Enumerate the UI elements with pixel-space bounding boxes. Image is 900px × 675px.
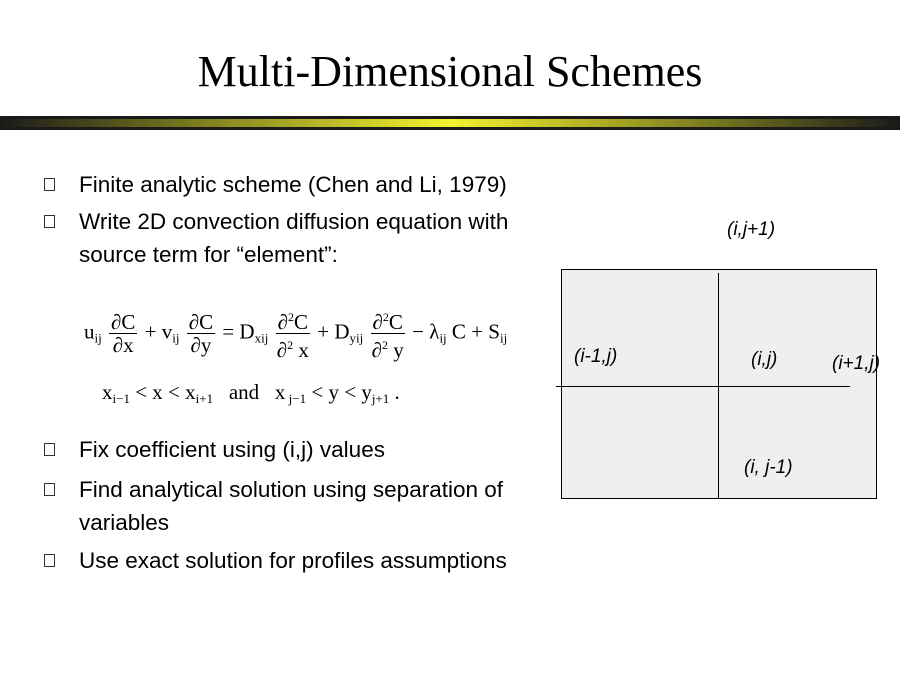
node-label-top: (i,j+1) (727, 219, 776, 240)
bullet-marker-icon (44, 483, 55, 496)
bullet-marker-icon (44, 178, 55, 191)
fraction: $\frac{\partial C}{\partial x}$ (110, 310, 136, 357)
bullet-marker-icon (44, 554, 55, 567)
bullet-marker-icon (44, 443, 55, 456)
convection-diffusion-equation: $u_{ij}$ $\frac{\partial C}{\partial x}$ + $v_{ij}$ $\frac{\partial C}{\partial y}$ = $D_{xij}$ $\frac{\partial^2C}{\partial^2 x}$ + $D_{yij}$ $\frac{\partial^2C}{\partial^2 y}$ − $\lambda_{ij}$ $C + S_{ij}$ (84, 306, 507, 361)
node-label-left: (i-1,j) (574, 346, 618, 367)
bullet-text: variables (79, 510, 170, 535)
element-bounds-inequality: $x_{i-1} < x < x_{i+1}$ and x $_{j-1} < y < y_{j+1}$ . (102, 380, 400, 406)
grid-horizontal-line (556, 386, 850, 387)
fraction: $\frac{\partial^2C}{\partial^2 y}$ (371, 306, 405, 361)
equation-block (84, 306, 544, 418)
bullet-text: Find analytical solution using separation of (79, 477, 504, 502)
bullet-text: Write 2D convection diffusion equation with (79, 209, 509, 234)
bullet-text: Finite analytic scheme (Chen and Li, 1979) (79, 172, 507, 197)
bullet-marker-icon (44, 215, 55, 228)
bullet-text: Fix coefficient using (i,j) values (79, 437, 385, 462)
node-label-center: (i,j) (751, 349, 778, 370)
node-label-bottom: (i, j-1) (744, 457, 793, 478)
node-label-right: (i+1,j) (832, 353, 881, 374)
finite-element-grid (561, 269, 877, 499)
fraction: $\frac{\partial C}{\partial y}$ (188, 310, 214, 357)
fraction: $\frac{\partial^2C}{\partial^2 x}$ (276, 306, 310, 361)
title-underline-rule (0, 116, 900, 132)
slide-title: Multi-Dimensional Schemes (197, 47, 703, 96)
bullet-text: source term for “element”: (79, 242, 338, 267)
bullet-text: Use exact solution for profiles assumptions (79, 548, 507, 573)
